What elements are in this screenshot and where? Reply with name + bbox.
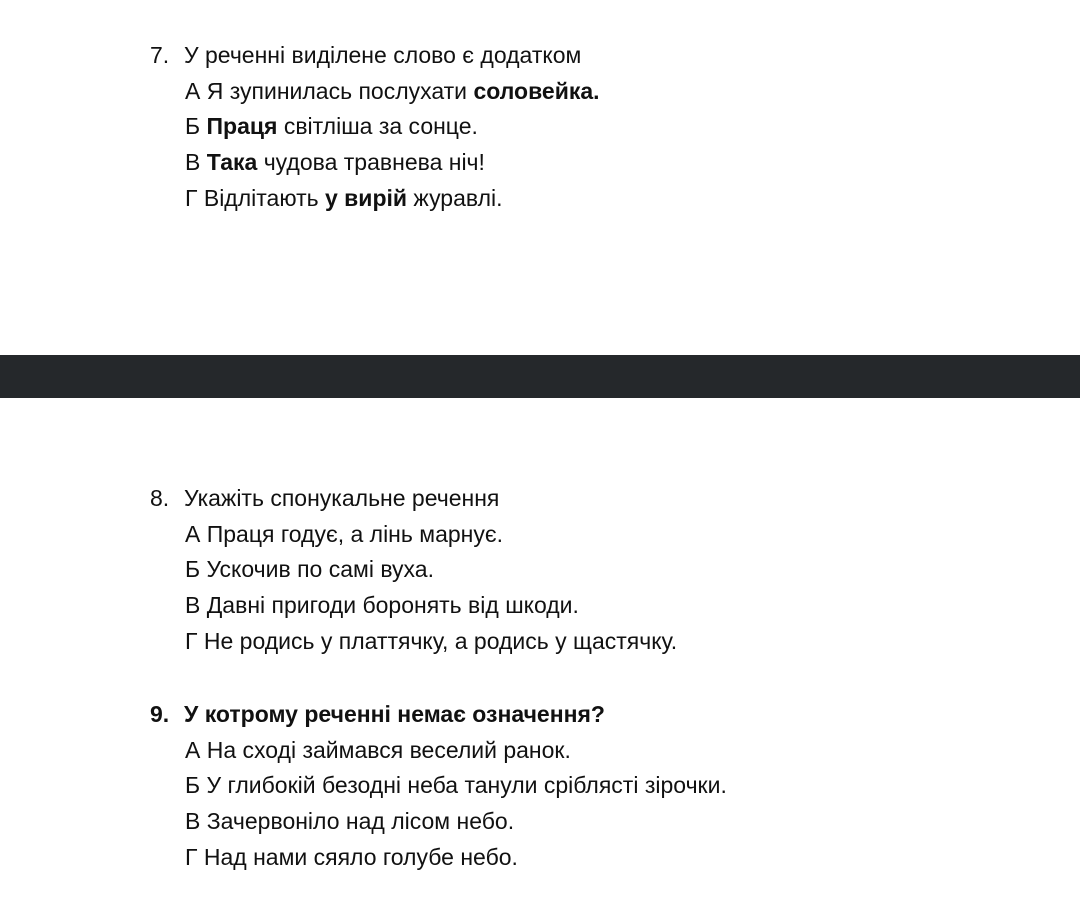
option-letter: А xyxy=(185,520,201,547)
option-letter: Б xyxy=(185,772,201,799)
option-h xyxy=(150,624,677,660)
option-text: Я зупинилась послухати xyxy=(206,77,468,104)
question-7-title xyxy=(150,38,600,74)
question-number: 7. xyxy=(150,42,170,68)
question-text: У котрому реченні немає означення? xyxy=(184,701,605,727)
option-b xyxy=(150,768,727,804)
question-9-title xyxy=(150,697,727,733)
option-h xyxy=(150,840,727,876)
option-letter: Г xyxy=(185,627,198,654)
option-letter: Г xyxy=(185,184,198,211)
document-page-top xyxy=(0,0,1080,355)
question-9 xyxy=(150,697,727,875)
option-text: Давні пригоди боронять від шкоди. xyxy=(206,592,579,619)
option-h xyxy=(150,181,600,217)
option-letter: Г xyxy=(185,843,198,870)
option-text: У глибокій безодні неба танули сріблясті зірочки. xyxy=(206,772,727,799)
question-8 xyxy=(150,481,677,659)
question-text: У реченні виділене слово є додатком xyxy=(184,42,582,68)
highlighted-word: у вирій xyxy=(324,184,408,211)
option-a xyxy=(150,517,677,553)
option-letter: В xyxy=(185,149,201,176)
question-8-title xyxy=(150,481,677,517)
option-text: Над нами сяяло голубе небо. xyxy=(203,843,518,870)
question-7 xyxy=(150,38,600,216)
option-letter: А xyxy=(185,77,201,104)
option-v xyxy=(150,804,727,840)
option-letter: А xyxy=(185,736,201,763)
option-text: чудова травнева ніч! xyxy=(263,149,485,176)
option-b xyxy=(150,552,677,588)
highlighted-word: Така xyxy=(206,149,258,176)
option-letter: В xyxy=(185,592,201,619)
option-letter: В xyxy=(185,808,201,835)
question-number: 8. xyxy=(150,485,170,511)
option-text: На сході займався веселий ранок. xyxy=(206,736,571,763)
highlighted-word: соловейка. xyxy=(473,77,600,104)
option-text: Відлітають xyxy=(203,184,319,211)
option-text: Не родись у платтячку, а родись у щастячку. xyxy=(203,627,678,654)
document-page-bottom xyxy=(0,398,1080,914)
option-text: світліша за сонце. xyxy=(283,113,478,140)
option-text: журавлі. xyxy=(413,184,503,211)
question-number: 9. xyxy=(150,701,170,727)
option-text: Ускочив по самі вуха. xyxy=(206,556,434,583)
page-divider xyxy=(0,355,1080,398)
option-b xyxy=(150,109,600,145)
option-text: Праця годує, а лінь марнує. xyxy=(206,520,503,547)
highlighted-word: Праця xyxy=(206,113,278,140)
option-letter: Б xyxy=(185,556,201,583)
option-a xyxy=(150,74,600,110)
option-a xyxy=(150,733,727,769)
option-letter: Б xyxy=(185,113,201,140)
option-text: Зачервоніло над лісом небо. xyxy=(206,808,515,835)
question-text: Укажіть спонукальне речення xyxy=(184,485,500,511)
option-v xyxy=(150,145,600,181)
option-v xyxy=(150,588,677,624)
